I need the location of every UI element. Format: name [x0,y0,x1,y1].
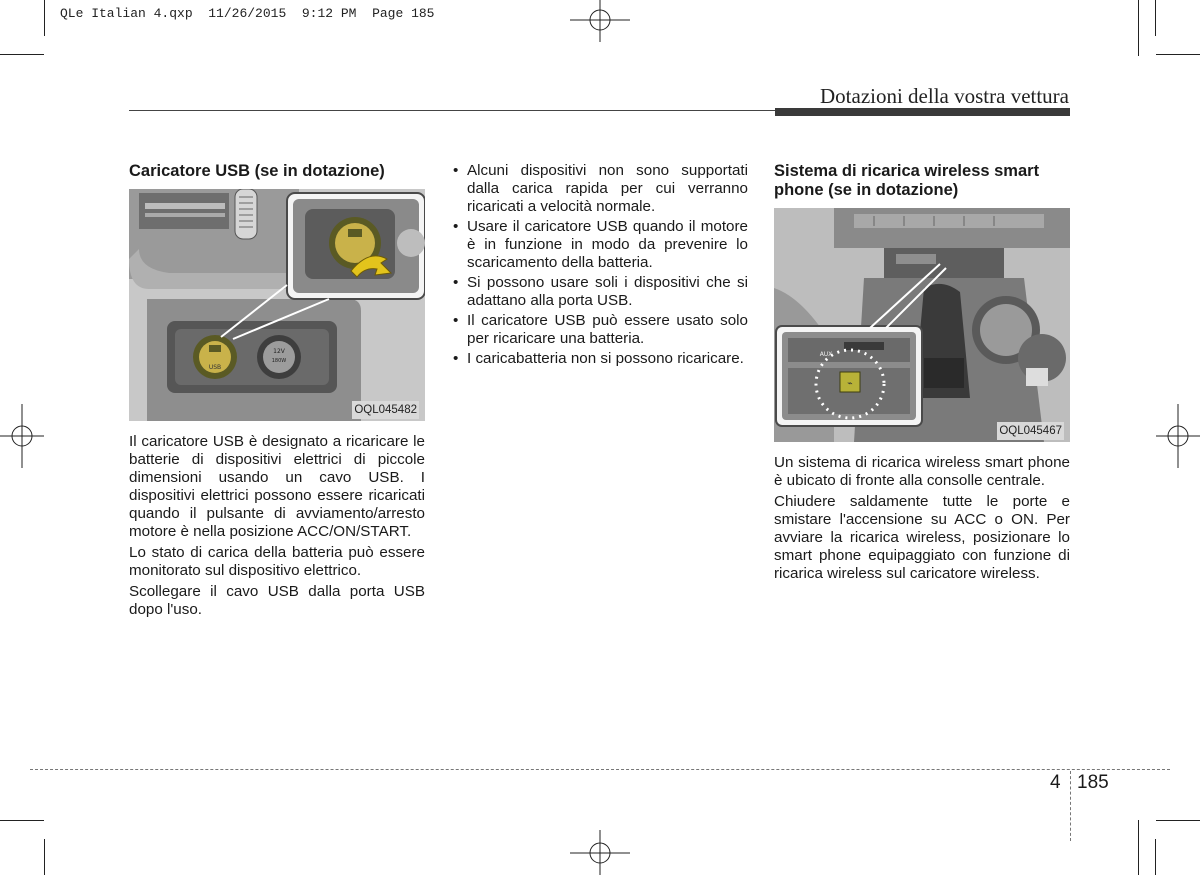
crop-mark [0,54,44,55]
bullet-item: • Il caricatore USB può essere usato solo per ricaricare una batteria. [453,312,748,348]
crop-mark [44,839,45,875]
body-paragraph: Chiudere saldamente tutte le porte e smistare l'accensione su ACC o ON. Per avviare la ricarica wireless, posizionare lo smart phone equipaggiato con funzione di ricarica wireless sul caricatore wireless. [774,493,1070,582]
slug-date: 11/26/2015 [208,6,287,21]
power-port-label-watt: 180W [271,358,287,364]
crop-mark [0,820,44,821]
bullet-item: • Alcuni dispositivi non sono supportati dalla carica rapida per cui verranno ricaricati a velocità normale. [453,162,748,216]
bullet-item: • Usare il caricatore USB quando il motore è in funzione in modo da prevenire lo scaricamento della batteria. [453,218,748,272]
crop-mark [1138,0,1139,56]
crop-mark [1156,820,1200,821]
registration-mark-icon [0,404,44,468]
body-paragraph: Un sistema di ricarica wireless smart phone è ubicato di fronte alla consolle centrale. [774,454,1070,489]
body-paragraph: Scollegare il cavo USB dalla porta USB dopo l'uso. [129,583,425,618]
footer-vertical-rule [1070,771,1071,841]
slug-time: 9:12 PM [301,6,357,21]
section-title: Dotazioni della vostra vettura [820,84,1069,108]
left-column [129,162,425,622]
crop-mark [1155,839,1156,875]
power-port-label-voltage: 12V [273,348,285,355]
footer-dashed-rule [30,769,1170,770]
registration-mark-icon [570,0,630,42]
page-number: 185 [1077,772,1109,793]
usb-charger-heading: Caricatore USB (se in dotazione) [129,162,385,180]
usb-charger-figure [129,189,425,421]
print-slug [60,6,435,21]
crop-mark [44,0,45,36]
middle-column [453,162,748,370]
wireless-charging-figure [774,208,1070,442]
figure-code: OQL045482 [352,401,419,419]
crop-mark [1155,0,1156,36]
body-paragraph: Il caricatore USB è designato a ricaricare le batterie di dispositivi elettrici di piccole dimensioni usando un cavo USB. I dispositivi elettrici possono essere ricaricati quando il pulsante di avviamento/arresto motore è nella posizione ACC/ON/START. [129,433,425,540]
crop-mark [1156,54,1200,55]
bullet-item: • Si possono usare soli i dispositivi che si adattano alla porta USB. [453,274,748,310]
aux-port-label: AUX [819,351,833,358]
svg-text:⌁: ⌁ [847,379,853,389]
header-rule-accent [775,108,1070,116]
usb-charger-illustration [129,189,425,421]
body-paragraph: Lo stato di carica della batteria può essere monitorato sul dispositivo elettrico. [129,544,425,579]
figure-code: OQL045467 [997,422,1064,440]
bullet-list [453,162,748,368]
slug-file: QLe Italian 4.qxp [60,6,193,21]
right-column [774,162,1070,586]
bullet-item: • I caricabatteria non si possono ricaricare. [453,350,748,368]
wireless-charging-heading: Sistema di ricarica wireless smart phone (se in dotazione) [774,162,1040,199]
registration-mark-icon [570,830,630,875]
registration-mark-icon [1156,404,1200,468]
chapter-number: 4 [1050,772,1061,793]
crop-mark [1138,820,1139,875]
usb-port-label: USB [208,364,222,371]
wireless-charging-illustration [774,208,1070,442]
slug-page: Page 185 [372,6,435,21]
